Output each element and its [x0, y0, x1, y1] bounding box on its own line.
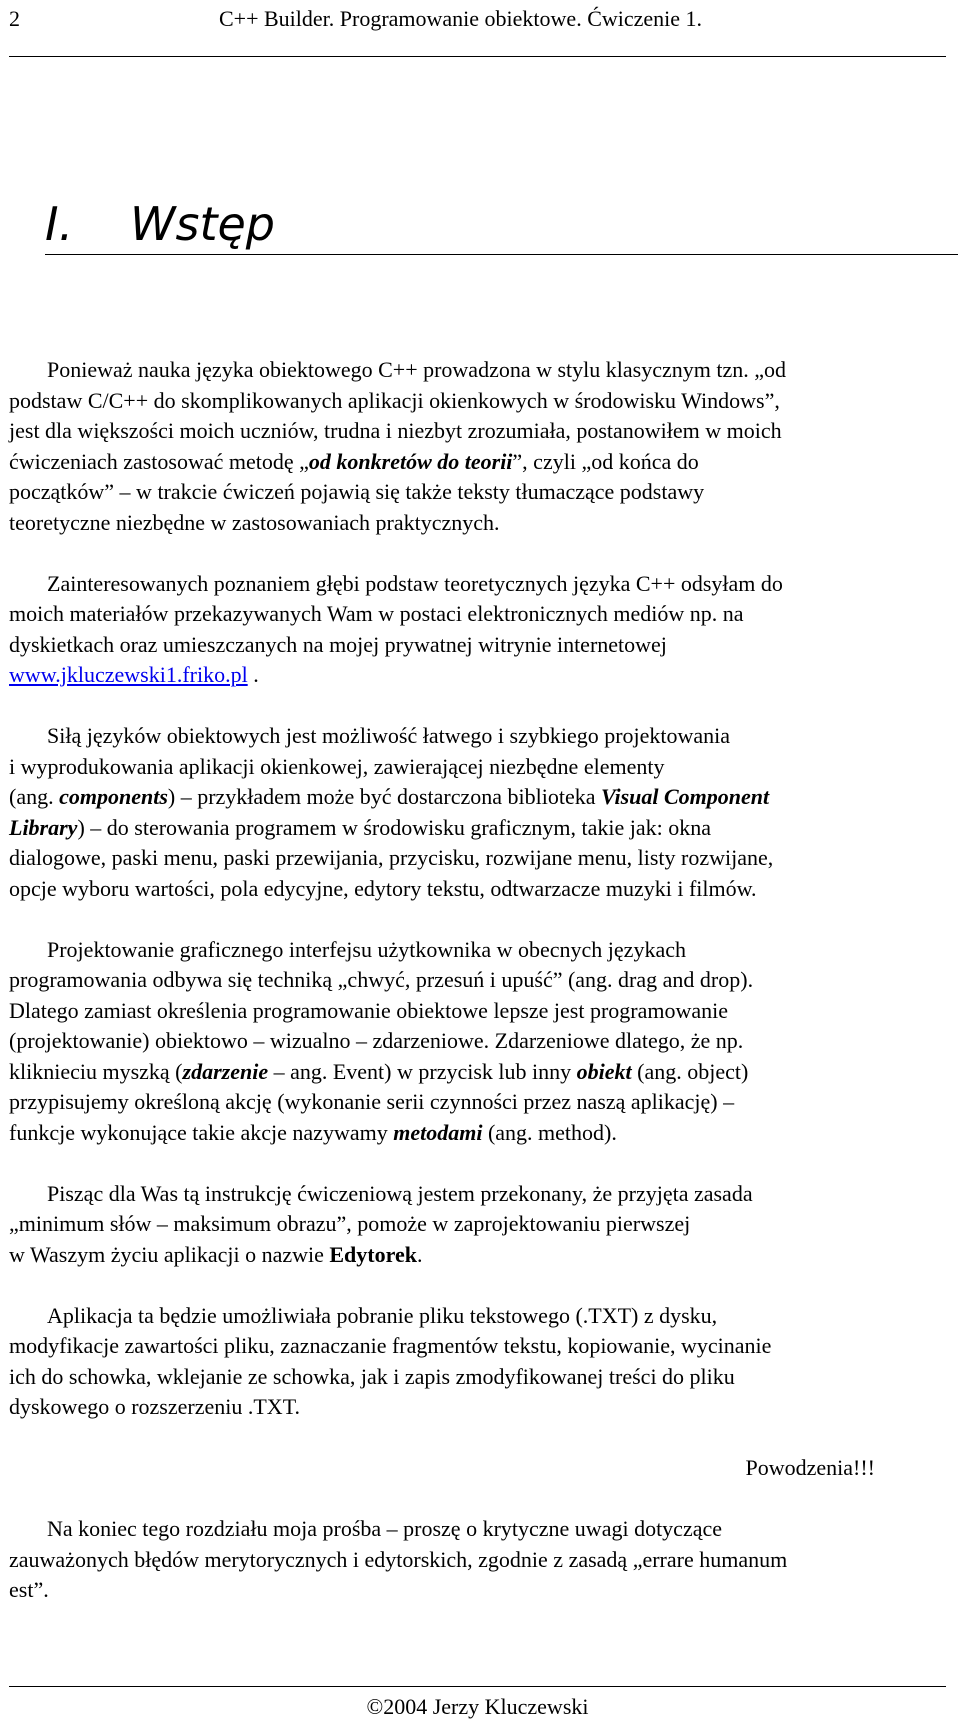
- emphasis-methods: metodami: [393, 1119, 483, 1145]
- text-line: dyskietkach oraz umieszczanych na mojej prywatnej witrynie internetowej: [9, 631, 667, 657]
- text-line: [9, 1118, 959, 1149]
- text-fragment: (ang. method).: [482, 1119, 617, 1145]
- text-line: [9, 447, 959, 478]
- text-line: opcje wyboru wartości, pola edycyjne, edytory tekstu, odtwarzacze muzyki i filmów.: [9, 875, 757, 901]
- text-fragment: (ang. object): [631, 1058, 749, 1084]
- emphasis-object: obiekt: [576, 1058, 632, 1084]
- text-line: programowania odbywa się techniką „chwyć, przesuń i upuść” (ang. drag and drop).: [9, 967, 754, 992]
- text-line: podstaw C/C++ do skomplikowanych aplikacji okienkowych w środowisku Windows”,: [9, 387, 780, 413]
- text-line: [9, 1057, 959, 1088]
- text-line: i wyprodukowania aplikacji okienkowej, zawierającej niezbędne elementy: [9, 753, 665, 779]
- text-line: moich materiałów przekazywanych Wam w postaci elektronicznych mediów np. na: [9, 601, 744, 626]
- paragraph-principle: [9, 1179, 959, 1271]
- text-line: Zainteresowanych poznaniem głębi podstaw teoretycznych języka C++ odsyłam do: [47, 570, 783, 596]
- text-line: „minimum słów – maksimum obrazu”, pomoże w zaprojektowaniu pierwszej: [9, 1211, 691, 1236]
- paragraph-materials: [9, 569, 959, 691]
- text-line: przypisujemy określoną akcję (wykonanie serii czynności przez naszą aplikację) –: [9, 1089, 735, 1114]
- text-fragment: .: [247, 662, 259, 687]
- text-line: est”.: [9, 1577, 49, 1602]
- header-title: C++ Builder. Programowanie obiektowe. Ćwiczenie 1.: [219, 6, 703, 31]
- text-fragment: w Waszym życiu aplikacji o nazwie: [9, 1241, 330, 1267]
- signoff: Powodzenia!!!: [745, 1455, 875, 1480]
- chapter-number: I.: [45, 197, 74, 251]
- emphasis-components: components: [59, 784, 168, 809]
- website-link[interactable]: www.jkluczewski1.friko.pl: [9, 662, 248, 687]
- emphasis-event: zdarzenie: [182, 1058, 269, 1084]
- text-line: dialogowe, paski menu, paski przewijania, przycisku, rozwijane menu, listy rozwijane,: [9, 845, 774, 870]
- chapter-rule: [45, 254, 958, 255]
- text-fragment: ”, czyli „od końca do: [512, 448, 699, 474]
- text-line: (projektowanie) obiektowo – wizualno – zdarzeniowe. Zdarzeniowe dlatego, że np.: [9, 1028, 744, 1053]
- page-number: 2: [9, 6, 20, 31]
- paragraph-components: [9, 721, 959, 904]
- text-line: Dlatego zamiast określenia programowanie obiektowe lepsze jest programowanie: [9, 997, 729, 1023]
- running-header: [9, 4, 702, 34]
- text-line: Ponieważ nauka języka obiektowego C++ prowadzona w stylu klasycznym tzn. „od: [47, 357, 786, 382]
- text-line: teoretyczne niezbędne w zastosowaniach praktycznych.: [9, 509, 500, 535]
- text-fragment: (ang.: [9, 784, 60, 809]
- paragraph-request: [9, 1514, 959, 1606]
- emphasis-method: od konkretów do teorii: [308, 448, 513, 474]
- app-name: Edytorek: [329, 1241, 417, 1267]
- text-fragment: .: [416, 1241, 423, 1267]
- text-line: [9, 782, 959, 813]
- text-fragment: ćwiczeniach zastosować metodę „: [9, 448, 309, 474]
- emphasis-library: Library: [9, 814, 78, 840]
- text-line: modyfikacje zawartości pliku, zaznaczanie fragmentów tekstu, kopiowanie, wycinanie: [9, 1333, 772, 1358]
- text-line: [9, 813, 959, 844]
- body-text: [9, 355, 959, 1636]
- text-line: zauważonych błędów merytorycznych i edytorskich, zgodnie z zasadą „errare humanum: [9, 1546, 788, 1572]
- text-line: dyskowego o rozszerzeniu .TXT.: [9, 1394, 300, 1419]
- text-line: Pisząc dla Was tą instrukcję ćwiczeniową jestem przekonany, że przyjęta zasada: [47, 1180, 753, 1206]
- text-line: Na koniec tego rozdziału moja prośba – proszę o krytyczne uwagi dotyczące: [47, 1516, 723, 1541]
- text-fragment: – ang. Event) w przycisk lub inny: [268, 1058, 577, 1084]
- text-line: jest dla większości moich uczniów, trudna i niezbyt zrozumiała, postanowiłem w moich: [9, 418, 782, 443]
- text-line: [9, 660, 959, 691]
- text-fragment: ) – do sterowania programem w środowisku graficznym, takie jak: okna: [77, 814, 711, 840]
- text-fragment: ) – przykładem może być dostarczona biblioteka: [167, 784, 602, 809]
- emphasis-vcl: Visual Component: [601, 784, 770, 809]
- text-line: Siłą języków obiektowych jest możliwość łatwego i szybkiego projektowania: [47, 723, 731, 748]
- paragraph-intro: [9, 355, 959, 538]
- text-line: początków” – w trakcie ćwiczeń pojawią się także teksty tłumaczące podstawy: [9, 479, 705, 504]
- footer-rule: [9, 1686, 946, 1687]
- paragraph-gui-design: [9, 935, 959, 1149]
- text-fragment: kliknieciu myszką (: [9, 1058, 183, 1084]
- text-line: Aplikacja ta będzie umożliwiała pobranie pliku tekstowego (.TXT) z dysku,: [47, 1302, 718, 1328]
- text-line: Projektowanie graficznego interfejsu użytkownika w obecnych językach: [47, 936, 686, 962]
- copyright-footer: ©2004 Jerzy Kluczewski: [366, 1694, 589, 1719]
- chapter-title: Wstęp: [130, 197, 275, 251]
- text-fragment: funkcje wykonujące takie akcje nazywamy: [9, 1119, 394, 1145]
- text-line: [9, 1240, 959, 1271]
- text-line: ich do schowka, wklejanie ze schowka, jak i zapis zmodyfikowanej treści do pliku: [9, 1363, 735, 1389]
- chapter-heading: [45, 196, 275, 252]
- paragraph-app-features: [9, 1301, 959, 1423]
- header-rule: [9, 56, 946, 57]
